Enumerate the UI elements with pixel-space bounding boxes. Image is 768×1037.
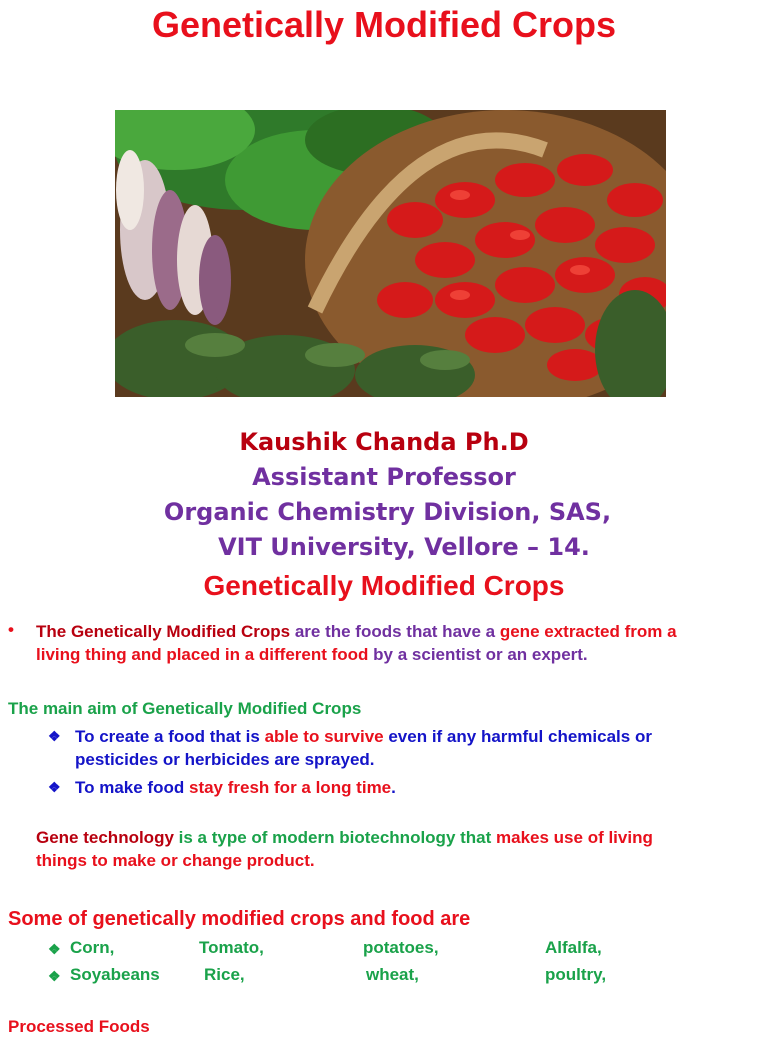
aim-item-2-text-2: .	[391, 778, 396, 797]
page-title: Genetically Modified Crops	[151, 4, 617, 45]
author-university: VIT University, Vellore – 14.	[218, 533, 590, 561]
gene-term: Gene technology	[36, 828, 174, 847]
definition-text: are the foods that have a	[290, 622, 500, 641]
gene-highlight-2: things to make or change product.	[36, 851, 315, 870]
crop-item: Tomato,	[199, 938, 264, 957]
diamond-icon: ❖	[48, 941, 61, 957]
crop-item: wheat,	[366, 965, 419, 984]
crops-heading: Some of genetically modified crops and food are	[8, 908, 471, 930]
definition-paragraph	[36, 620, 766, 666]
vegetables-photo	[115, 110, 666, 397]
definition-highlight-2: living thing and placed in a different food	[36, 645, 369, 664]
crop-item: Rice,	[204, 965, 245, 984]
author-position: Assistant Professor	[252, 463, 516, 491]
aim-heading: The main aim of Genetically Modified Crops	[8, 699, 362, 718]
crop-item: potatoes,	[363, 938, 439, 957]
aim-item-1-text-3: pesticides or herbicides are sprayed.	[75, 750, 375, 769]
diamond-icon: ❖	[48, 968, 61, 984]
gene-technology-paragraph	[36, 826, 766, 872]
next-section-heading: Processed Foods	[8, 1017, 150, 1036]
aim-item-1-text: To create a food that is	[75, 727, 265, 746]
gene-text: is a type of modern biotechnology that	[173, 828, 497, 847]
aim-item-1-text-2: even if any harmful chemicals or	[383, 727, 652, 746]
aim-item-2-text: To make food	[75, 778, 189, 797]
crop-item: poultry,	[545, 965, 607, 984]
definition-highlight: gene extracted from a	[499, 622, 677, 641]
diamond-icon: ❖	[48, 728, 61, 744]
aim-item-2-highlight: stay fresh for a long time	[188, 778, 392, 797]
diamond-icon: ❖	[48, 779, 61, 795]
aim-item-2	[75, 776, 396, 799]
author-name: Kaushik Chanda Ph.D	[239, 428, 529, 456]
definition-text-2: by a scientist or an expert.	[368, 645, 588, 664]
definition-term: The Genetically Modified Crops	[36, 622, 291, 641]
bullet: •	[8, 620, 14, 639]
author-division: Organic Chemistry Division, SAS,	[163, 498, 612, 526]
aim-item-1	[75, 725, 765, 771]
crop-item: Soyabeans	[70, 965, 160, 984]
crop-item: Corn,	[70, 938, 115, 957]
section-title: Genetically Modified Crops	[203, 570, 565, 601]
gene-highlight: makes use of living	[496, 828, 653, 847]
crop-item: Alfalfa,	[545, 938, 602, 957]
aim-item-1-highlight: able to survive	[264, 727, 384, 746]
